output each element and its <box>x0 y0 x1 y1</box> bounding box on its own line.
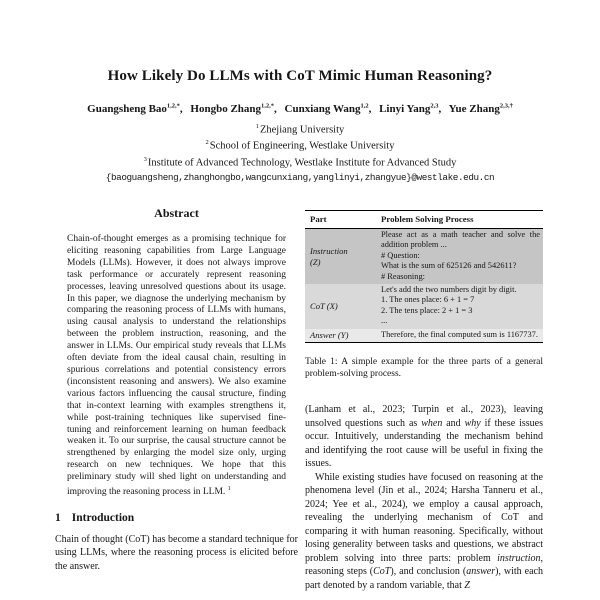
example-table <box>305 210 543 343</box>
author-name: Guangsheng Bao <box>87 102 167 115</box>
author <box>190 103 276 115</box>
author-superscript: 2,3,† <box>499 102 513 109</box>
author-line <box>0 102 600 115</box>
body-paragraph-1: (Lanham et al., 2023; Turpin et al., 2023), leaving unsolved questions such as when and why if these issues occur. Intuitively, understanding the mechanism behind and identifying the root cause will be useful in fixing the issues. <box>305 404 544 470</box>
content-line: # Question: <box>381 250 420 260</box>
affiliation-text: Zhejiang University <box>259 124 345 136</box>
content-cell <box>381 329 543 342</box>
table-row-answer <box>305 329 543 342</box>
author-separator: , <box>274 102 277 115</box>
author-superscript: 1,2,* <box>261 102 275 109</box>
affiliation-text: Institute of Advanced Technology, Westlake Institute for Advanced Study <box>147 157 457 169</box>
content-cell <box>381 284 543 329</box>
affiliation-block <box>0 120 600 170</box>
author-separator: , <box>438 102 442 115</box>
author <box>379 103 441 115</box>
table-caption: Table 1: A simple example for the three parts of a general problem-solving process. <box>305 357 543 380</box>
email-line: {baoguangsheng,zhanghongbo,wangcunxiang,yanglinyi,zhangyue}@westlake.edu.cn <box>105 172 495 184</box>
affiliation-line <box>0 153 600 170</box>
content-line: Let's add the two numbers digit by digit. <box>381 285 517 295</box>
affiliation-line <box>0 120 600 137</box>
section-heading-introduction <box>55 512 298 524</box>
body-paragraph-2: While existing studies have focused on reasoning at the phenomena level (Jin et al., 2024; Harsha Tanneru et al., 2024; Yee et al., 2024), we employ a causal approach, revealing the underlying mechanism of CoT and comparing it with human reasoning. Specifically, without losing generality between tasks and questions, we abstract problem solving into three parts: problem instruction, reasoning steps (CoT), and conclusion (answer), with each part denoted by a random variable, that Z <box>305 471 543 591</box>
author-superscript: 2,3 <box>430 102 439 109</box>
part-label: CoT (X) <box>310 301 338 312</box>
table-row-cot <box>305 284 543 329</box>
abstract-body: Chain-of-thought emerges as a promising technique for eliciting reasoning capabilities from Large Language Models (LLMs). However, it does not always improve task performance or accurately represent reasoning processes, leaving unresolved questions about its usage. In this paper, we diagnose the underlying mechanism by comparing the reasoning process of LLMs with humans, using causal analysis to understand the relationships between the problem instruction, reasoning, and the answer in LLMs. Our empirical study reveals that LLMs often deviate from the ideal causal chain, resulting in spurious correlations and potential consistency errors (inconsistent reasoning and answers). We also examine various factors influencing the causal structure, finding that in-context learning with examples strengthens it, while post-training techniques like supervised fine-tuning and reinforcement learning on human feedback weaken it. To our surprise, the causal structure cannot be strengthened by enlarging the model size only, urging research on new techniques. We hope that this preliminary study will shed light on understanding and improving the reasoning process in LLM. <box>67 234 286 498</box>
content-cell <box>381 229 543 284</box>
content-line: What is the sum of 625126 and 542611? <box>381 261 517 271</box>
author-name: Linyi Yang <box>379 102 431 115</box>
part-cell <box>305 284 381 329</box>
part-label: (Z) <box>310 256 321 267</box>
content-line: Therefore, the final computed sum is 1167737. <box>381 329 538 339</box>
table-header-part: Part <box>310 214 327 224</box>
table-row-instruction <box>305 229 543 284</box>
content-line: # Reasoning: <box>381 271 425 281</box>
author-separator: , <box>179 102 183 115</box>
abstract-text <box>67 234 286 499</box>
content-line: 1. The ones place: 6 + 1 = 7 <box>381 295 475 305</box>
section-number: 1 <box>55 512 61 525</box>
abstract-footnote-mark: 1 <box>227 486 231 493</box>
paper-header <box>0 68 600 183</box>
author <box>285 103 372 115</box>
author-name: Yue Zhang <box>448 102 500 115</box>
table-header-row <box>305 211 543 229</box>
affiliation-text: School of Engineering, Westlake University <box>209 140 395 152</box>
affiliation-superscript: 1 <box>255 122 259 130</box>
left-column <box>55 206 298 573</box>
right-column <box>305 210 543 592</box>
affiliation-line <box>0 136 600 153</box>
affiliation-superscript: 2 <box>205 139 209 147</box>
section-title: Introduction <box>71 512 135 525</box>
author-name: Cunxiang Wang <box>284 102 361 115</box>
part-cell <box>305 229 381 284</box>
content-line: 2. The tens place: 2 + 1 = 3 <box>381 305 473 315</box>
author <box>449 103 513 115</box>
table-header-process: Problem Solving Process <box>381 214 474 224</box>
content-line: Please act as a math teacher and solve the addition problem ... <box>381 230 540 250</box>
content-line: ... <box>381 316 388 326</box>
author <box>87 103 183 115</box>
part-label: Instruction <box>310 246 348 257</box>
author-name: Hongbo Zhang <box>190 102 262 115</box>
part-label: Answer (Y) <box>310 330 349 341</box>
abstract-heading: Abstract <box>154 206 199 220</box>
author-superscript: 1,2 <box>360 102 369 109</box>
paper-title: How Likely Do LLMs with CoT Mimic Human Reasoning? <box>107 68 493 84</box>
part-cell <box>305 329 381 342</box>
author-separator: , <box>368 102 372 115</box>
affiliation-superscript: 3 <box>143 155 147 163</box>
intro-paragraph: Chain of thought (CoT) has become a standard technique for using LLMs, where the reasoning process is elicited before the answer. <box>55 534 298 572</box>
author-superscript: 1,2,* <box>166 102 180 109</box>
